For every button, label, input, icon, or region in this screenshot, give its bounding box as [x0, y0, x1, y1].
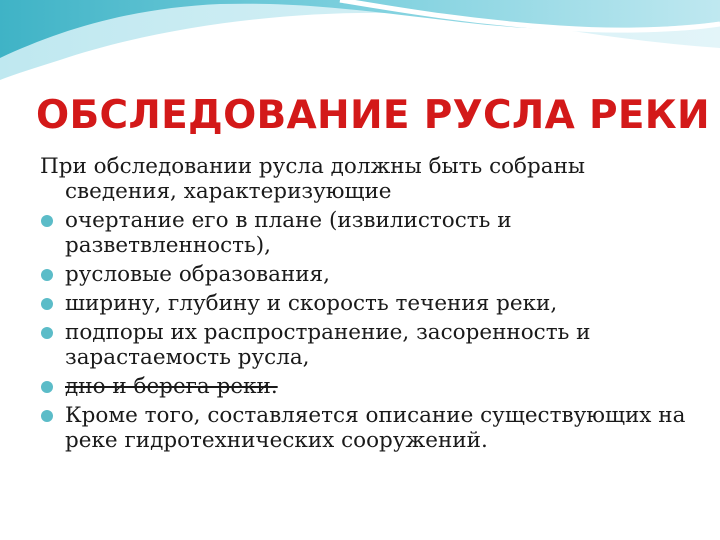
bullet-text: Кроме того, составляется описание существующих на реке гидротехнических сооружений.	[65, 403, 686, 453]
bullet-dot-icon	[41, 381, 53, 393]
bullet-item	[40, 403, 690, 453]
bullet-dot-icon	[41, 215, 53, 227]
bullet-item	[40, 374, 690, 399]
slide-title: ОБСЛЕДОВАНИЕ РУСЛА РЕКИ	[36, 93, 710, 138]
bullet-dot-icon	[41, 410, 53, 422]
bullet-dot-icon	[41, 327, 53, 339]
decorative-wave-header	[0, 0, 720, 80]
bullet-text: ширину, глубину и скорость течения реки,	[65, 291, 558, 316]
bullet-item	[40, 320, 690, 370]
intro-text: При обследовании русла должны быть собраны сведения, характеризующие	[40, 154, 586, 204]
bullet-dot-icon	[41, 269, 53, 281]
bullet-item	[40, 262, 690, 287]
slide-body	[40, 154, 690, 457]
bullet-dot-icon	[41, 298, 53, 310]
bullet-item	[40, 291, 690, 316]
bullet-text: подпоры их распространение, засоренность и зарастаемость русла,	[65, 320, 591, 370]
bullet-item	[40, 208, 690, 258]
bullet-text: очертание его в плане (извилистость и разветвленность),	[65, 208, 512, 258]
bullet-text-struck: дно и берега реки.	[65, 374, 278, 399]
bullet-text: русловые образования,	[65, 262, 330, 287]
bullet-list	[40, 208, 690, 453]
